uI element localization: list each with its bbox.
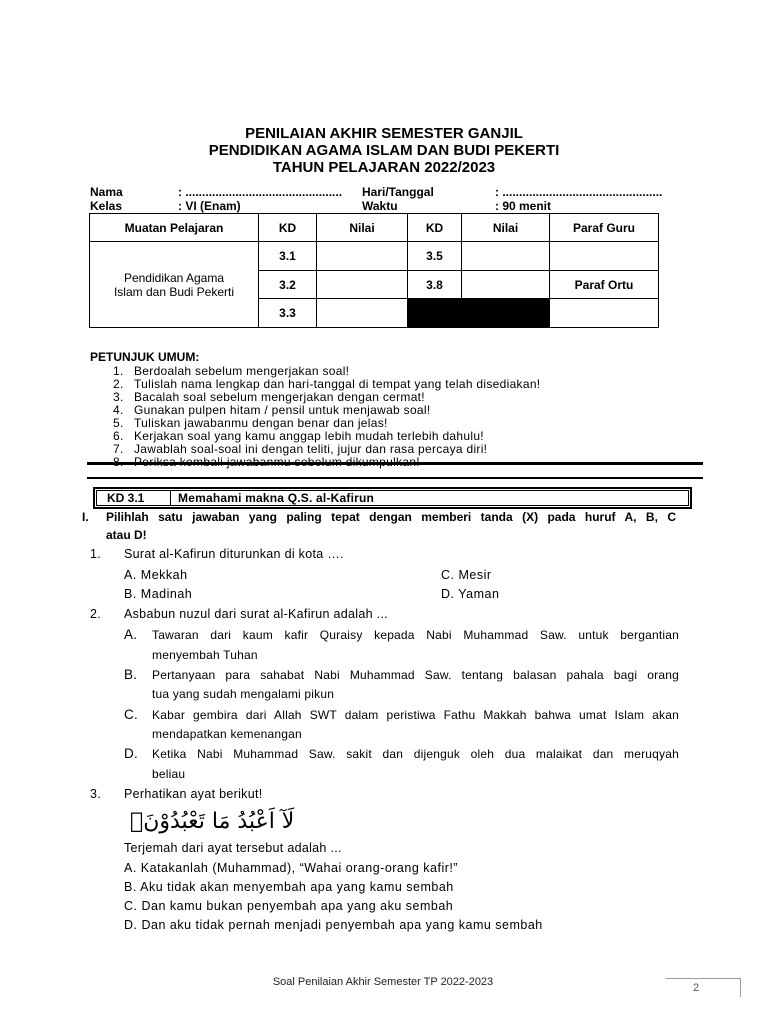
- exam-title: [0, 125, 768, 176]
- header-score: Nilai: [462, 214, 550, 242]
- parent-signature-label: Paraf Ortu: [550, 271, 659, 299]
- list-item-number: 5.: [113, 416, 124, 430]
- list-item-text: Tuliskan jawabanmu dengan benar dan jelas!: [134, 416, 388, 430]
- subject-line: Pendidikan Agama: [123, 270, 225, 285]
- kd-cell: 3.3: [259, 299, 317, 328]
- question-text: Asbabun nuzul dari surat al-Kafirun adalah ...: [124, 607, 388, 621]
- score-table-row: [90, 242, 659, 271]
- option-letter: A.: [124, 627, 138, 642]
- exam-year-line: TAHUN PELAJARAN 2022/2023: [272, 159, 496, 176]
- header-kd: KD: [259, 214, 317, 242]
- question-prompt: Terjemah dari ayat tersebut adalah ...: [124, 841, 342, 855]
- option-c: [441, 568, 492, 582]
- thick-divider: [87, 462, 703, 465]
- option-text: Mekkah: [140, 568, 188, 582]
- option-a: [124, 568, 188, 582]
- name-value: : ...............................................: [178, 185, 343, 199]
- page-number: 2: [693, 982, 700, 994]
- class-label: Kelas: [90, 199, 123, 213]
- question-number: 1.: [90, 547, 102, 561]
- list-item-text: Gunakan pulpen hitam / pensil untuk menjawab soal!: [134, 403, 431, 417]
- list-item-text: Kerjakan soal yang kamu anggap lebih mudah terlebih dahulu!: [134, 429, 484, 443]
- header-score: Nilai: [317, 214, 408, 242]
- option-d: [124, 918, 543, 932]
- list-item-text: Bacalah soal sebelum mengerjakan dengan cermat!: [134, 390, 425, 404]
- option-a: [124, 861, 458, 875]
- option-letter: B.: [124, 587, 137, 601]
- option-b: [124, 880, 454, 894]
- blocked-cell: [408, 299, 462, 328]
- blocked-cell: [462, 299, 550, 328]
- list-item-number: 1.: [113, 364, 124, 378]
- question-text: Surat al-Kafirun diturunkan di kota ….: [124, 547, 344, 561]
- score-cell: [462, 271, 550, 299]
- option-text-line: Tawaran dari kaum kafir Quraisy kepada Nabi Muhammad Saw. untuk bergantian: [152, 628, 679, 642]
- date-value: : ................................................: [495, 185, 663, 199]
- subject-cell: [90, 242, 259, 328]
- option-text: Yaman: [458, 587, 500, 601]
- score-cell: [317, 242, 408, 271]
- question-number: 3.: [90, 787, 102, 801]
- list-item: [0, 429, 768, 443]
- signature-cell: [550, 299, 659, 328]
- list-item: [0, 442, 768, 456]
- list-item-text: Berdoalah sebelum mengerjakan soal!: [134, 364, 350, 378]
- option-text: Dan kamu bukan penyembah apa yang aku sembah: [141, 899, 454, 913]
- class-value: : VI (Enam): [178, 199, 241, 213]
- list-item-text: Tulislah nama lengkap dan hari-tanggal di tempat yang telah disediakan!: [134, 377, 541, 391]
- option-text-line: beliau: [152, 767, 186, 781]
- option-letter: C.: [124, 899, 138, 913]
- score-cell: [462, 242, 550, 271]
- score-cell: [317, 271, 408, 299]
- list-item-number: 6.: [113, 429, 124, 443]
- option-text: Madinah: [140, 587, 193, 601]
- signature-cell: [550, 242, 659, 271]
- option-letter: D.: [124, 746, 139, 761]
- quran-verse: لَآ اَعْبُدُ مَا تَعْبُدُوْنَۙ: [130, 809, 295, 834]
- time-value: : 90 menit: [495, 199, 552, 213]
- divider: [87, 477, 703, 479]
- exam-subject-line: PENDIDIKAN AGAMA ISLAM DAN BUDI PEKERTI: [208, 142, 560, 159]
- section-instruction-line: Pilihlah satu jawaban yang paling tepat dengan memberi tanda (X) pada huruf A, B, C: [106, 510, 676, 524]
- option-text: Dan aku tidak pernah menjadi penyembah apa yang kamu sembah: [141, 918, 543, 932]
- header-teacher-signature: Paraf Guru: [550, 214, 659, 242]
- kd-cell: 3.2: [259, 271, 317, 299]
- list-item-text: Jawablah soal-soal ini dengan teliti, jujur dan rasa percaya diri!: [134, 442, 488, 456]
- competency-description: Memahami makna Q.S. al-Kafirun: [178, 491, 375, 505]
- option-text: Mesir: [458, 568, 492, 582]
- option-b: [124, 587, 192, 601]
- score-table: [89, 213, 659, 328]
- option-letter: D.: [124, 918, 138, 932]
- list-item: [0, 377, 768, 391]
- option-text-line: Pertanyaan para sahabat Nabi Muhammad Saw. tentang balasan pahala bagi orang: [152, 668, 679, 682]
- competency-code: KD 3.1: [97, 491, 171, 505]
- time-label: Waktu: [362, 199, 398, 213]
- exam-title-line: PENILAIAN AKHIR SEMESTER GANJIL: [245, 125, 523, 142]
- competency-box: [93, 487, 692, 509]
- option-text-line: Kabar gembira dari Allah SWT dalam peristiwa Fathu Makkah bahwa umat Islam akan: [152, 708, 679, 722]
- kd-cell: 3.8: [408, 271, 462, 299]
- option-d: [441, 587, 499, 601]
- option-text: Katakanlah (Muhammad), “Wahai orang-orang kafir!”: [140, 861, 459, 875]
- page-number-frame: [666, 978, 741, 979]
- date-label: Hari/Tanggal: [362, 185, 434, 199]
- question-text: Perhatikan ayat berikut!: [124, 787, 263, 801]
- score-cell: [317, 299, 408, 328]
- option-letter: A.: [124, 861, 137, 875]
- option-letter: C.: [124, 707, 139, 722]
- option-letter: B.: [124, 667, 138, 682]
- option-letter: A.: [124, 568, 137, 582]
- list-item: [0, 364, 768, 378]
- section-number: I.: [82, 510, 89, 524]
- header-kd: KD: [408, 214, 462, 242]
- name-label: Nama: [90, 185, 123, 199]
- option-letter: C.: [441, 568, 455, 582]
- list-item-number: 2.: [113, 377, 124, 391]
- option-c: [124, 899, 453, 913]
- list-item-number: 4.: [113, 403, 124, 417]
- kd-cell: 3.1: [259, 242, 317, 271]
- option-text-line: tua yang sudah mengalami pikun: [152, 687, 335, 701]
- footer-text: Soal Penilaian Akhir Semester TP 2022-2023: [272, 976, 494, 988]
- option-text: Aku tidak akan menyembah apa yang kamu sembah: [140, 880, 454, 894]
- option-letter: D.: [441, 587, 455, 601]
- header-subject: Muatan Pelajaran: [90, 214, 259, 242]
- page-number-frame: [740, 978, 741, 997]
- instructions-heading: PETUNJUK UMUM:: [90, 350, 200, 364]
- question-number: 2.: [90, 607, 102, 621]
- option-text-line: Ketika Nabi Muhammad Saw. sakit dan dijenguk oleh dua malaikat dan meruqyah: [152, 747, 679, 761]
- subject-line: Islam dan Budi Pekerti: [113, 284, 235, 299]
- competency-box-inner: [96, 490, 689, 506]
- list-item: [0, 403, 768, 417]
- option-text-line: mendapatkan kemenangan: [152, 727, 302, 741]
- section-instruction-line: atau D!: [106, 528, 147, 542]
- kd-cell: 3.5: [408, 242, 462, 271]
- score-table-header-row: [90, 214, 659, 242]
- list-item: [0, 416, 768, 430]
- option-letter: B.: [124, 880, 137, 894]
- list-item: [0, 390, 768, 404]
- option-text-line: menyembah Tuhan: [152, 648, 258, 662]
- list-item-number: 3.: [113, 390, 124, 404]
- list-item-number: 7.: [113, 442, 124, 456]
